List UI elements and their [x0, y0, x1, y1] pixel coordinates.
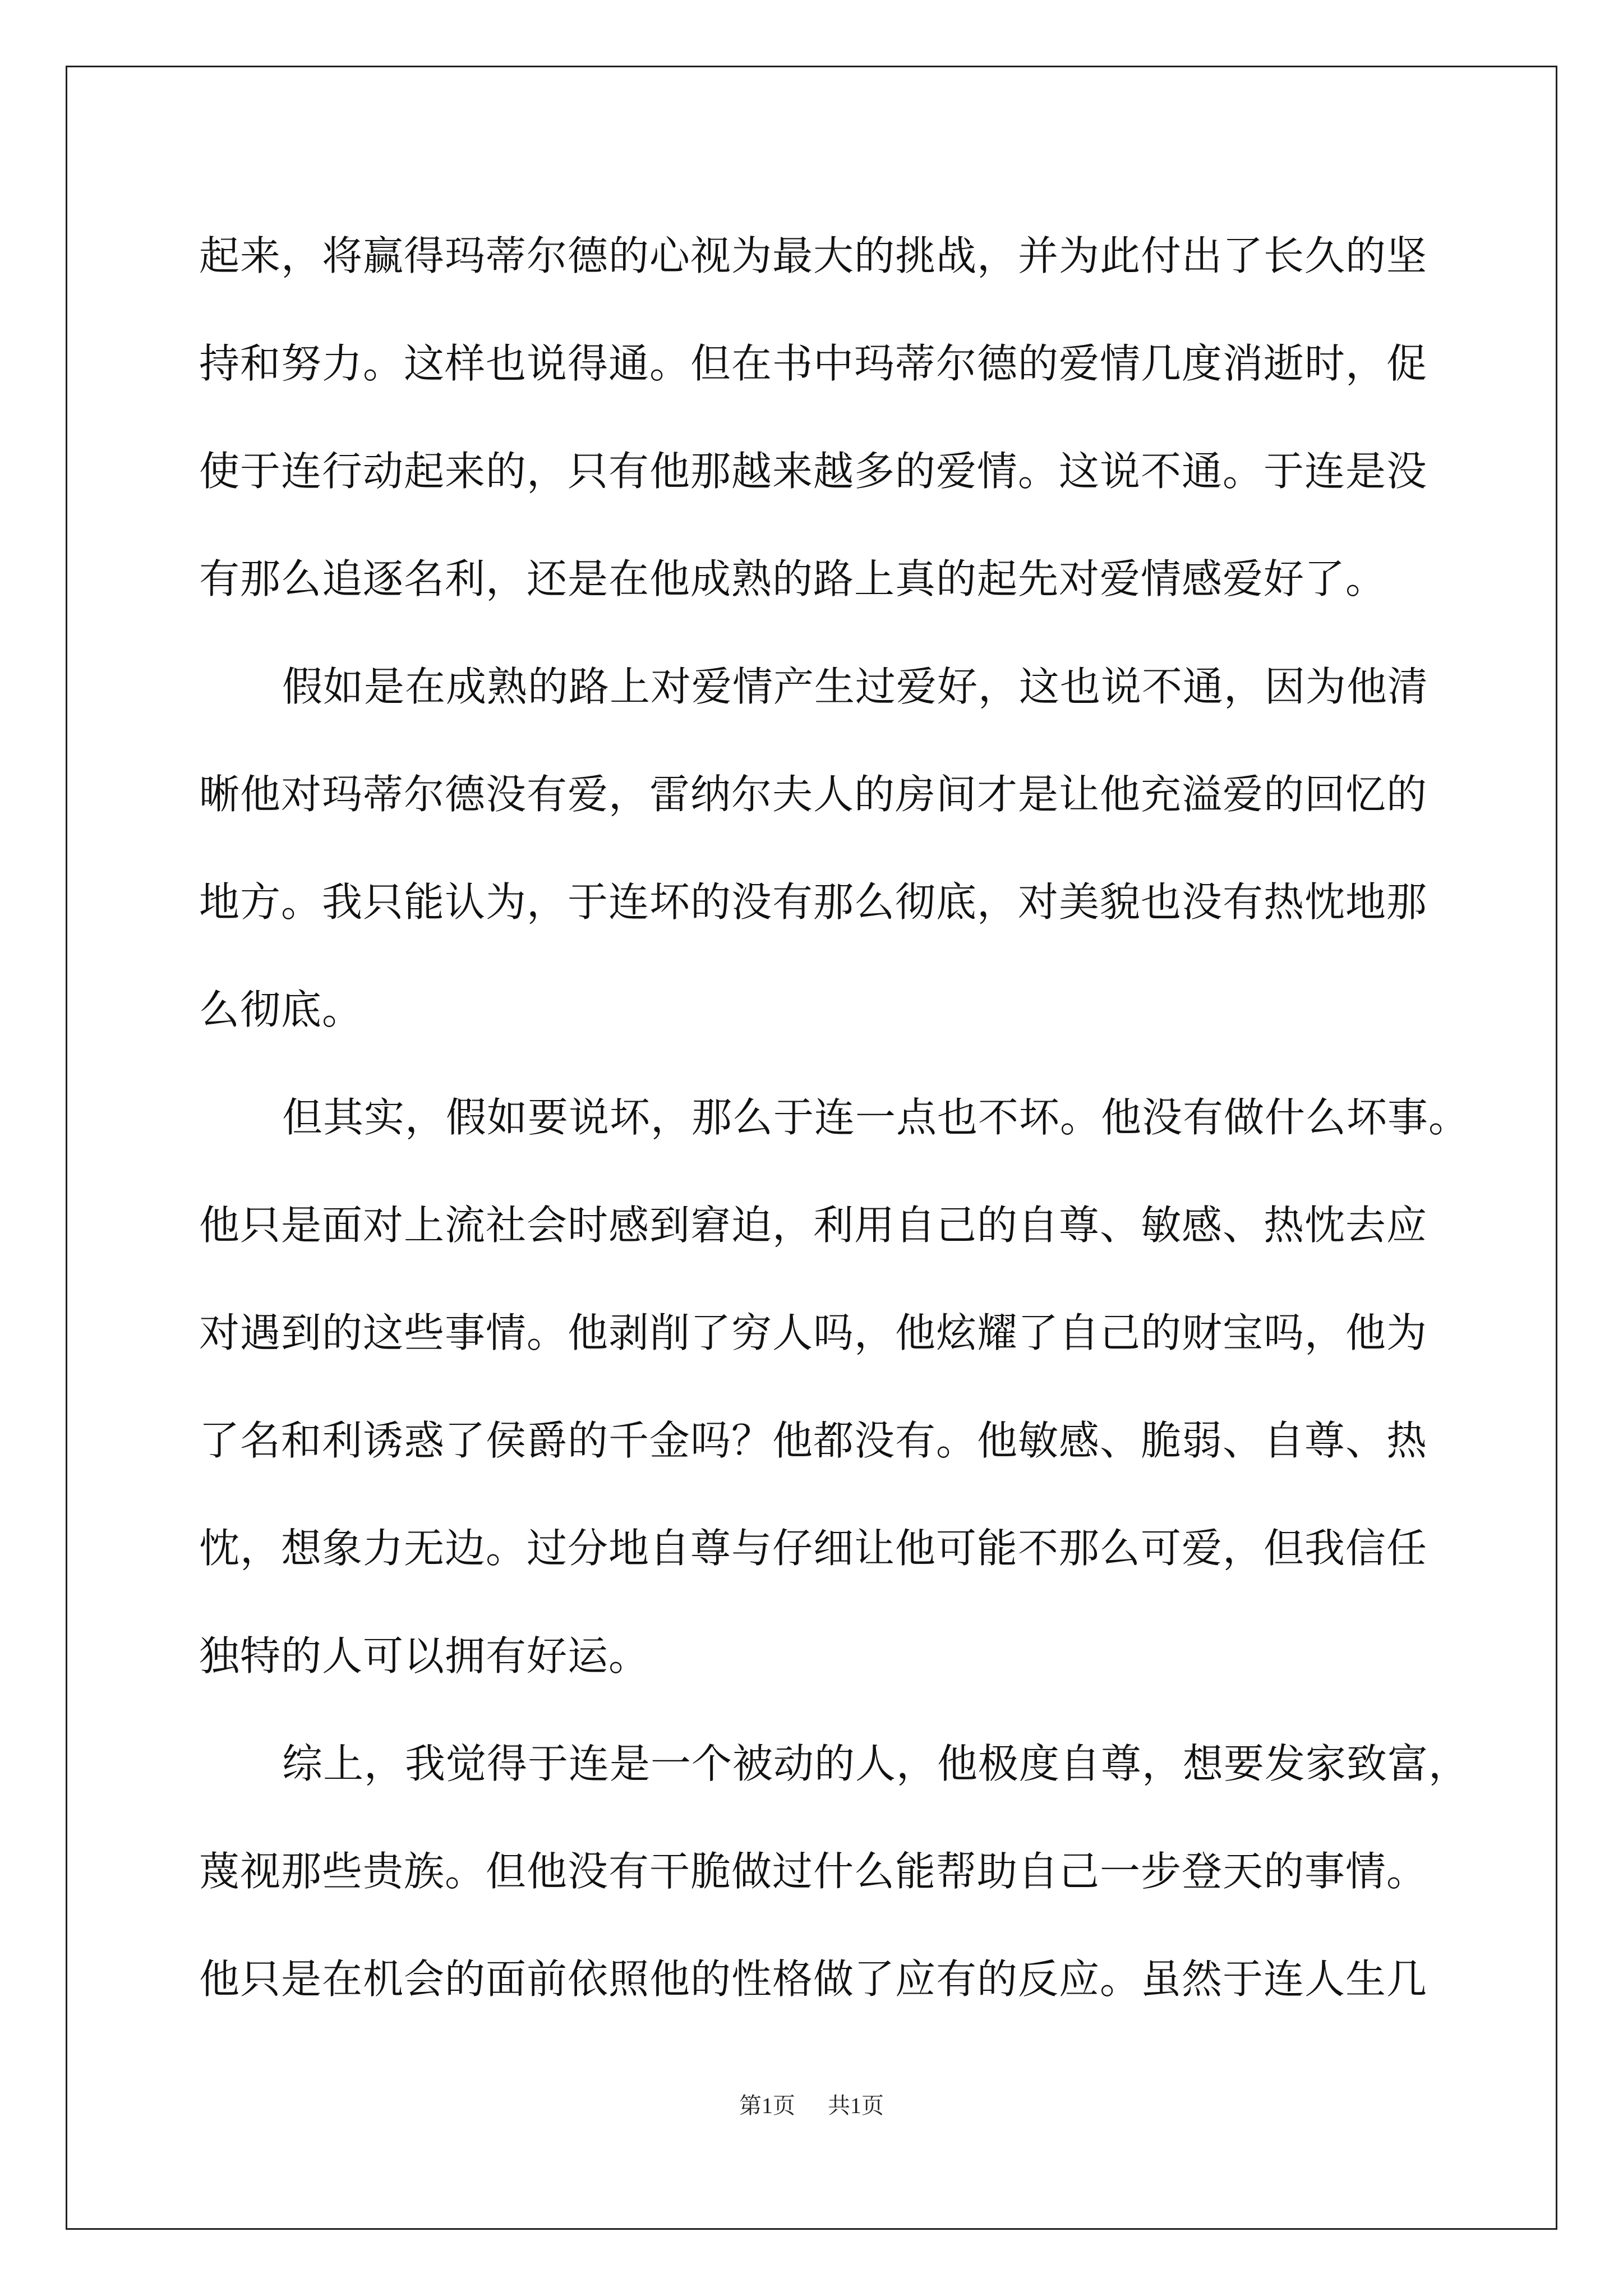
- text-line: 他只是在机会的面前依照他的性格做了应有的反应。虽然于连人生几: [199, 1955, 1428, 2003]
- page-number: 第1页: [739, 2093, 795, 2118]
- text-line: 地方。我只能认为，于连坏的没有那么彻底，对美貌也没有热忱地那: [199, 878, 1428, 926]
- document-body: [199, 202, 1470, 2033]
- text-line: 么彻底。: [199, 986, 363, 1033]
- page-footer: [0, 2088, 1623, 2120]
- paragraph-first-line: 综上，我觉得于连是一个被动的人，他极度自尊，想要发家致富，: [282, 1740, 1470, 1787]
- text-line: 独特的人可以拥有好运。: [199, 1632, 650, 1680]
- page-total: 共1页: [828, 2093, 884, 2118]
- paragraph-first-line: 假如是在成熟的路上对爱情产生过爱好，这也说不通，因为他清: [282, 663, 1429, 710]
- text-line: 他只是面对上流社会时感到窘迫，利用自己的自尊、敏感、热忱去应: [199, 1202, 1428, 1249]
- text-line: 持和努力。这样也说得通。但在书中玛蒂尔德的爱情几度消逝时，促: [199, 340, 1428, 387]
- text-line: 有那么追逐名利，还是在他成熟的路上真的起先对爱情感爱好了。: [199, 555, 1387, 602]
- text-line: 了名和利诱惑了侯爵的千金吗？他都没有。他敏感、脆弱、自尊、热: [199, 1417, 1428, 1464]
- text-line: 对遇到的这些事情。他剥削了穷人吗，他炫耀了自己的财宝吗，他为: [199, 1309, 1428, 1356]
- text-line: 起来，将赢得玛蒂尔德的心视为最大的挑战，并为此付出了长久的坚: [199, 232, 1428, 279]
- paragraph-first-line: 但其实，假如要说坏，那么于连一点也不坏。他没有做什么坏事。: [282, 1094, 1470, 1141]
- text-line: 使于连行动起来的，只有他那越来越多的爱情。这说不通。于连是没: [199, 448, 1428, 495]
- text-line: 忱，想象力无边。过分地自尊与仔细让他可能不那么可爱，但我信任: [199, 1525, 1428, 1572]
- text-line: 蔑视那些贵族。但他没有干脆做过什么能帮助自己一步登天的事情。: [199, 1848, 1428, 1895]
- text-line: 晰他对玛蒂尔德没有爱，雷纳尔夫人的房间才是让他充溢爱的回忆的: [199, 771, 1428, 818]
